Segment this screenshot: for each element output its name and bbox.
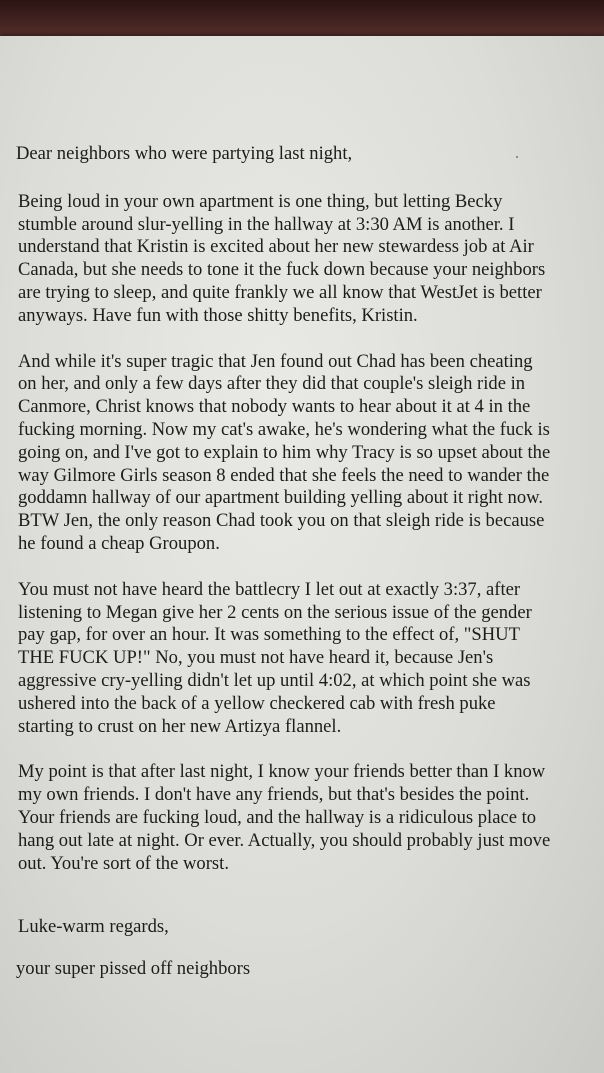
text-line: You must not have heard the battlecry I let out at exactly 3:37, after xyxy=(18,578,521,600)
text-line: Canada, but she needs to tone it the fuck down because your neighbors xyxy=(18,259,546,281)
text-line: aggressive cry-yelling didn't let up until 4:02, at which point she was xyxy=(18,669,531,691)
text-line: listening to Megan give her 2 cents on the serious issue of the gender xyxy=(18,601,532,623)
text-line: starting to crust on her new Artizya flannel. xyxy=(18,715,342,737)
text-line: going on, and I've got to explain to him why Tracy is so upset about the xyxy=(18,441,551,463)
text-line: he found a cheap Groupon. xyxy=(18,532,220,554)
letter-body xyxy=(16,143,602,981)
text-line: stumble around slur-yelling in the hallway at 3:30 AM is another. I xyxy=(18,213,515,235)
text-line: way Gilmore Girls season 8 ended that she feels the need to wander the xyxy=(18,464,550,486)
text-line: anyways. Have fun with those shitty benefits, Kristin. xyxy=(18,304,418,326)
text-line: fucking morning. Now my cat's awake, he's wondering what the fuck is xyxy=(18,418,550,440)
paragraph-3 xyxy=(16,579,602,739)
text-line: Canmore, Christ knows that nobody wants to hear about it at 4 in the xyxy=(18,396,531,418)
signature: your super pissed off neighbors xyxy=(16,958,251,980)
text-line: My point is that after last night, I know your friends better than I know xyxy=(18,761,546,783)
text-line: goddamn hallway of our apartment building yelling about it right now. xyxy=(18,487,544,509)
paragraph-4 xyxy=(16,761,602,875)
text-line: Being loud in your own apartment is one thing, but letting Becky xyxy=(18,190,503,212)
text-line: my own friends. I don't have any friends, but that's besides the point. xyxy=(18,784,530,806)
paragraph-1 xyxy=(16,191,602,328)
text-line: out. You're sort of the worst. xyxy=(18,852,229,874)
text-line: THE FUCK UP!" No, you must not have heard it, because Jen's xyxy=(18,647,494,669)
text-line: Your friends are fucking loud, and the hallway is a ridiculous place to xyxy=(18,806,537,828)
text-line: hang out late at night. Or ever. Actually, you should probably just move xyxy=(18,829,551,851)
dark-background-edge xyxy=(0,0,604,40)
text-line: are trying to sleep, and quite frankly we all know that WestJet is better xyxy=(18,281,542,303)
text-line: ushered into the back of a yellow checkered cab with fresh puke xyxy=(18,692,496,714)
text-line: BTW Jen, the only reason Chad took you on that sleigh ride is because xyxy=(18,510,545,532)
paragraph-2 xyxy=(16,351,602,556)
text-line: And while it's super tragic that Jen found out Chad has been cheating xyxy=(18,350,533,372)
text-line: understand that Kristin is excited about her new stewardess job at Air xyxy=(18,236,534,258)
text-line: on her, and only a few days after they did that couple's sleigh ride in xyxy=(18,373,526,395)
closing: Luke-warm regards, xyxy=(18,916,169,938)
text-line: pay gap, for over an hour. It was something to the effect of, "SHUT xyxy=(18,624,520,646)
salutation: Dear neighbors who were partying last night, xyxy=(16,143,353,164)
